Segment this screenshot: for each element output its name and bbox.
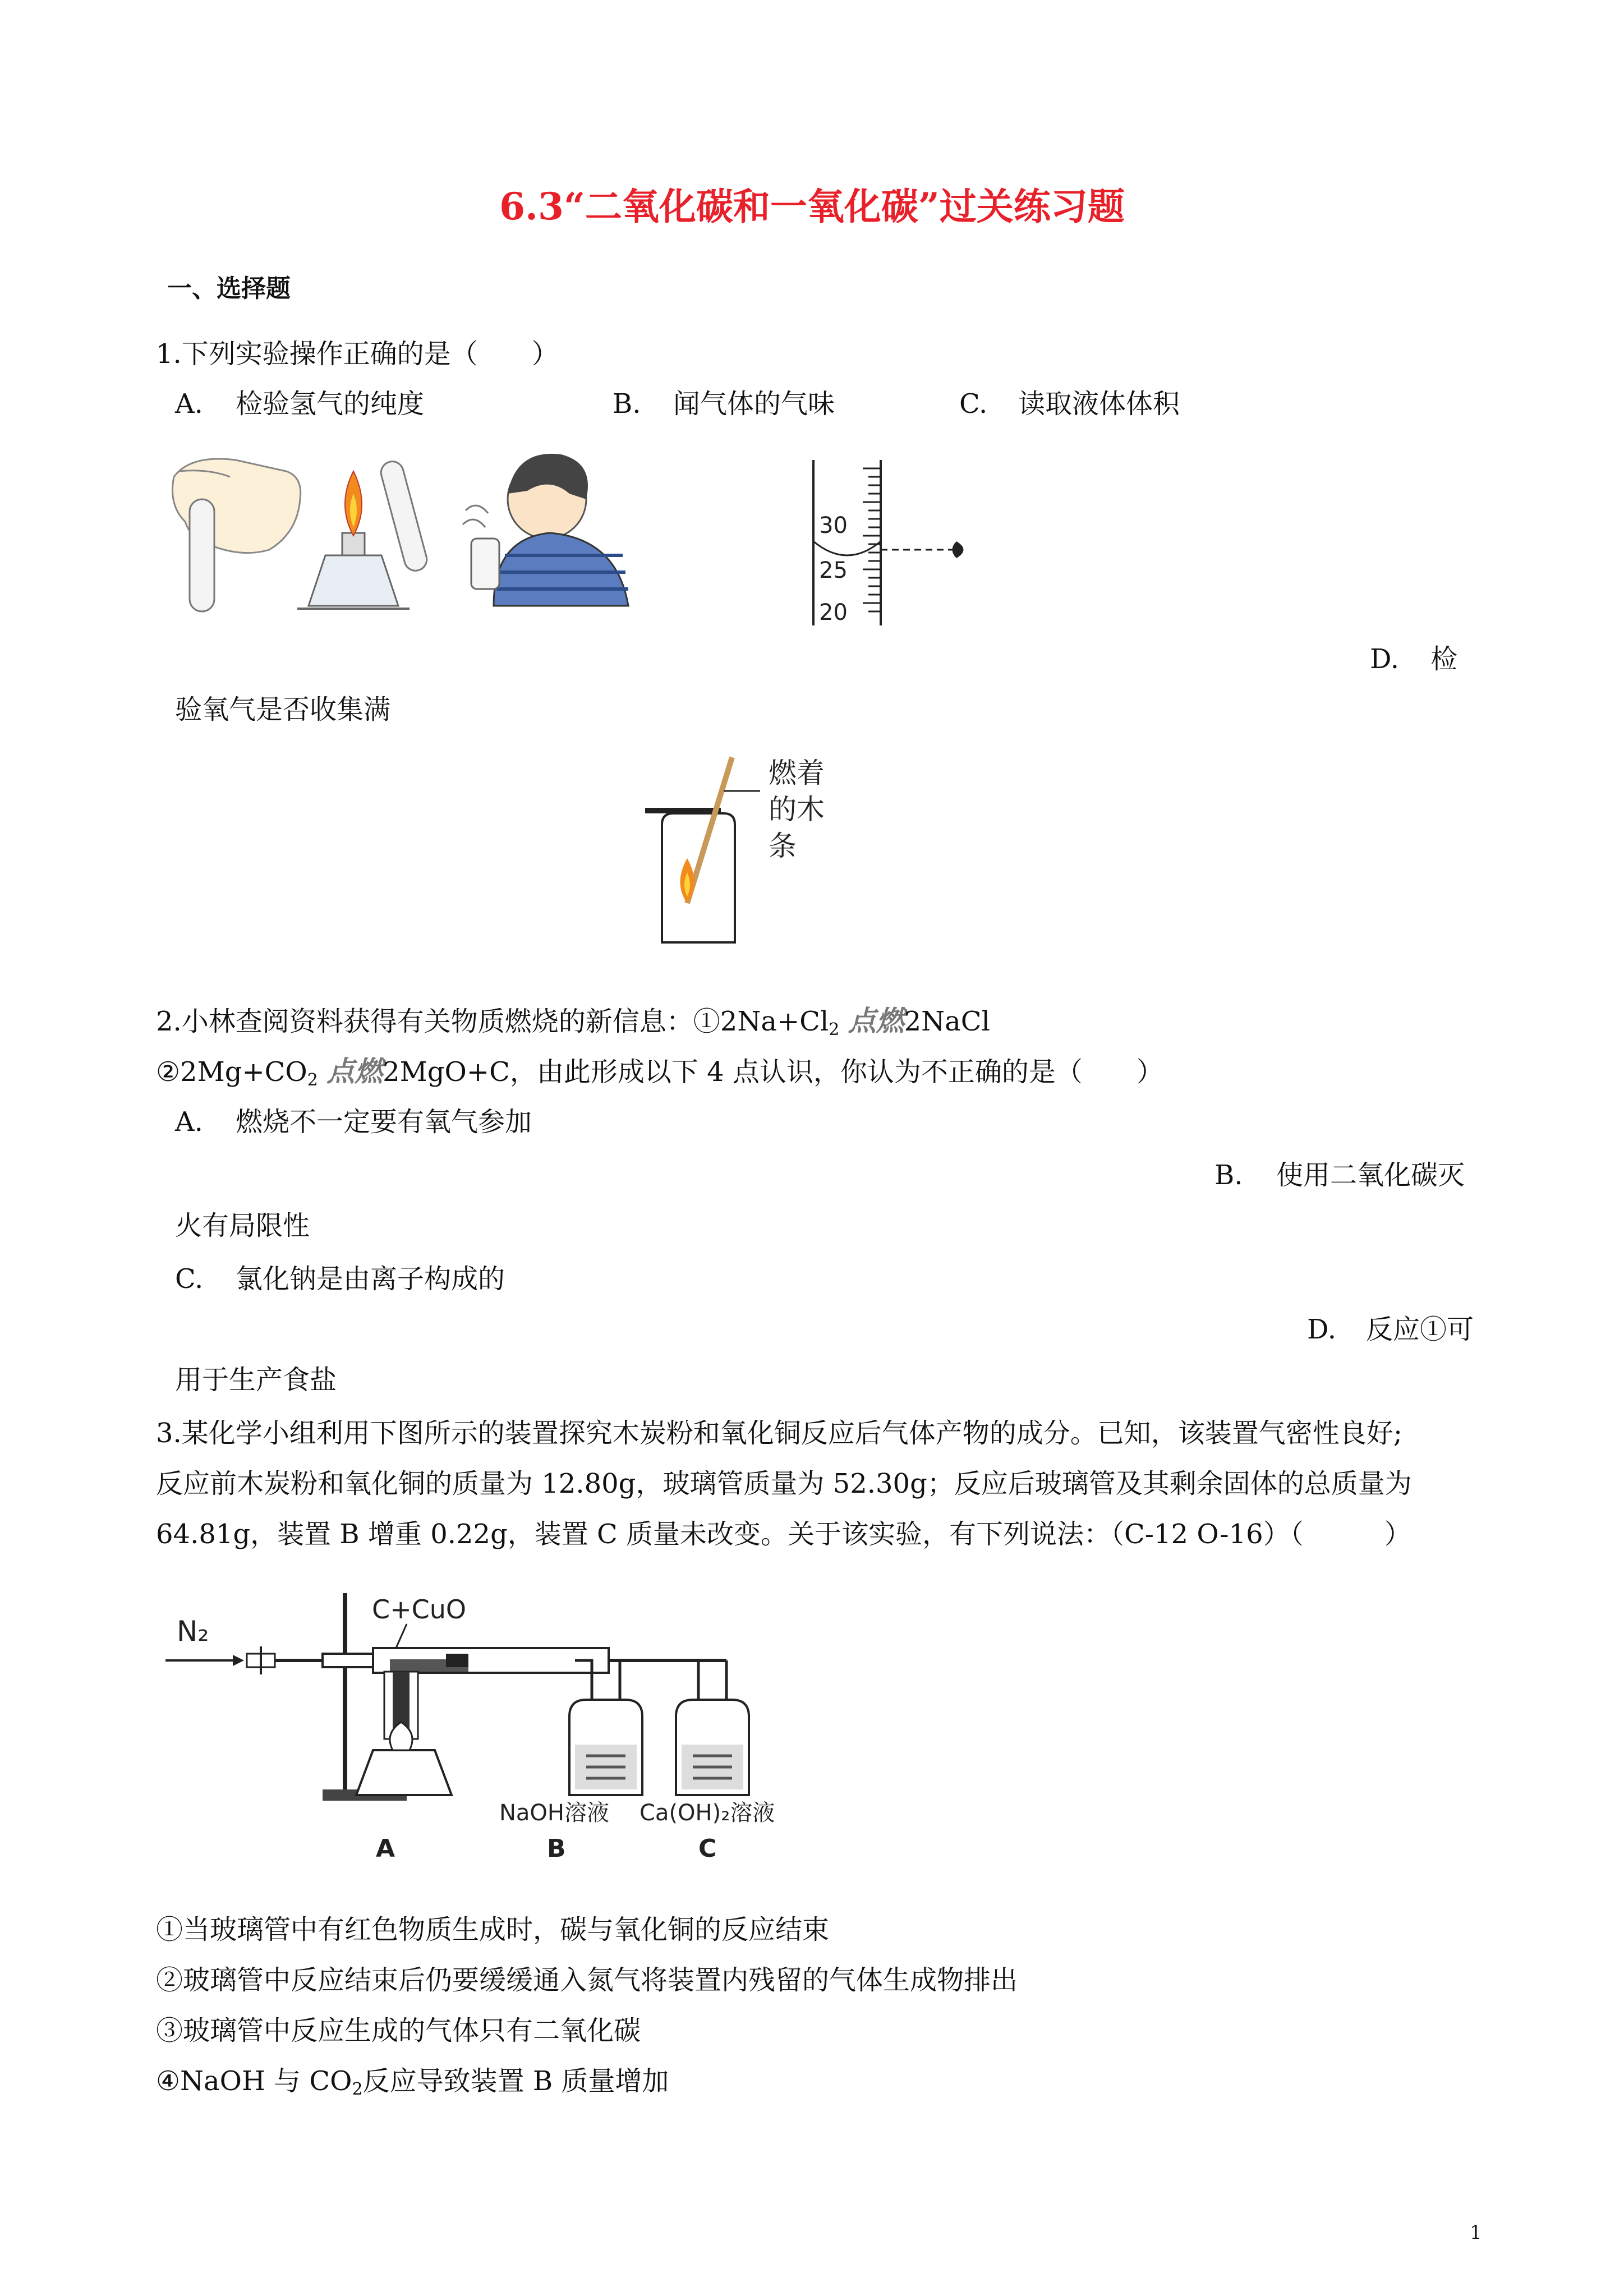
- q2-sub-2: 2: [307, 1070, 318, 1090]
- q2-stem-1: 2.小林查阅资料获得有关物质燃烧的新信息：①2Na+Cl: [156, 1006, 829, 1037]
- q1-option-d-text-1: 检: [1430, 643, 1458, 675]
- q2-condition-1: 点燃: [848, 1005, 904, 1037]
- q3-statement-3: ③玻璃管中反应生成的气体只有二氧化碳: [156, 2015, 641, 2046]
- q3-statement-4-sub: 2: [352, 2079, 363, 2099]
- q2-option-d-text-2: 用于生产食盐: [175, 1364, 337, 1396]
- q1-figure-c: [797, 457, 982, 637]
- q3-statement-4-pre: ④NaOH 与 CO: [156, 2065, 352, 2097]
- q3-stem-line-3: 64.81g，装置 B 增重 0.22g，装置 C 质量未改变。关于该实验，有下列说法：（C-12 O-16）（ ）: [156, 1519, 1411, 1550]
- splint-label-1: 燃着: [769, 757, 825, 789]
- c-solution-label: Ca(OH)₂溶液: [640, 1800, 775, 1826]
- q1-option-d-label: D.: [1370, 643, 1400, 675]
- section-heading: 一、选择题: [167, 274, 291, 303]
- n2-label: N₂: [177, 1615, 209, 1648]
- q3-apparatus-diagram: [160, 1588, 799, 1868]
- cylinder-tick-25: 25: [819, 558, 848, 583]
- q1-option-c-label: C.: [959, 388, 988, 420]
- q2-condition-2: 点燃: [326, 1055, 383, 1088]
- q2-sub-1: 2: [829, 1020, 840, 1039]
- reactant-label: C+CuO: [372, 1594, 467, 1625]
- cylinder-tick-30: 30: [819, 513, 848, 539]
- q2-option-c-label: C.: [175, 1263, 204, 1295]
- splint-label-2: 的木: [769, 793, 825, 826]
- q2-stem-line-2: [156, 1055, 1163, 1097]
- apparatus-label-a: A: [376, 1834, 395, 1863]
- q1-option-b-label: B.: [613, 388, 641, 420]
- q3-statement-2: ②玻璃管中反应结束后仍要缓缓通入氮气将装置内残留的气体生成物排出: [156, 1964, 1018, 1996]
- cylinder-tick-20: 20: [819, 600, 848, 625]
- q2-option-b-text-2: 火有局限性: [175, 1210, 310, 1241]
- q3-statement-4: [156, 2064, 669, 2106]
- q2-product-1: 2NaCl: [904, 1006, 990, 1037]
- page-number: 1: [1470, 2221, 1482, 2244]
- q1-option-b-text: 闻气体的气味: [673, 388, 835, 420]
- q2-option-d-label: D.: [1307, 1314, 1337, 1345]
- q3-stem-line-1: 3.某化学小组利用下图所示的装置探究木炭粉和氧化铜反应后气体产物的成分。已知，该装置气密性良好;: [156, 1418, 1402, 1449]
- q1-figure-ab: [157, 438, 640, 623]
- q1-stem: 1.下列实验操作正确的是（ ）: [156, 338, 559, 370]
- q2-stem-line-1: [156, 1004, 990, 1047]
- q1-option-c-text: 读取液体体积: [1018, 388, 1180, 420]
- eye-icon: [953, 541, 964, 558]
- q1-option-a-text: 检验氢气的纯度: [236, 388, 425, 420]
- q3-statement-4-post: 反应导致装置 B 质量增加: [362, 2065, 669, 2097]
- q3-statement-1: ①当玻璃管中有红色物质生成时，碳与氧化铜的反应结束: [156, 1914, 830, 1945]
- apparatus-label-b: B: [547, 1834, 566, 1863]
- q2-option-c-text: 氯化钠是由离子构成的: [236, 1263, 505, 1295]
- q2-option-a-label: A.: [175, 1106, 203, 1138]
- b-solution-label: NaOH溶液: [499, 1800, 609, 1826]
- q2-option-b-text-1: 使用二氧化碳灭: [1276, 1159, 1465, 1191]
- q2-option-b-label: B.: [1214, 1159, 1243, 1191]
- splint-label-3: 条: [769, 830, 797, 862]
- q1-figure-d: [640, 752, 864, 948]
- q2-stem-2-pre: ②2Mg+CO: [156, 1056, 307, 1088]
- apparatus-label-c: C: [698, 1834, 717, 1863]
- q1-option-a-label: A.: [175, 388, 203, 420]
- q2-stem-2-post: 2MgO+C，由此形成以下 4 点认识，你认为不正确的是（ ）: [383, 1056, 1163, 1088]
- page-title: 6.3“二氧化碳和一氧化碳”过关练习题: [499, 185, 1125, 228]
- q2-option-d-text-1: 反应①可: [1366, 1314, 1474, 1345]
- q2-option-a-text: 燃烧不一定要有氧气参加: [236, 1106, 532, 1138]
- q1-option-d-text-2: 验氧气是否收集满: [175, 694, 391, 725]
- q3-stem-line-2: 反应前木炭粉和氧化铜的质量为 12.80g，玻璃管质量为 52.30g；反应后玻璃管及其剩余固体的总质量为: [156, 1468, 1412, 1499]
